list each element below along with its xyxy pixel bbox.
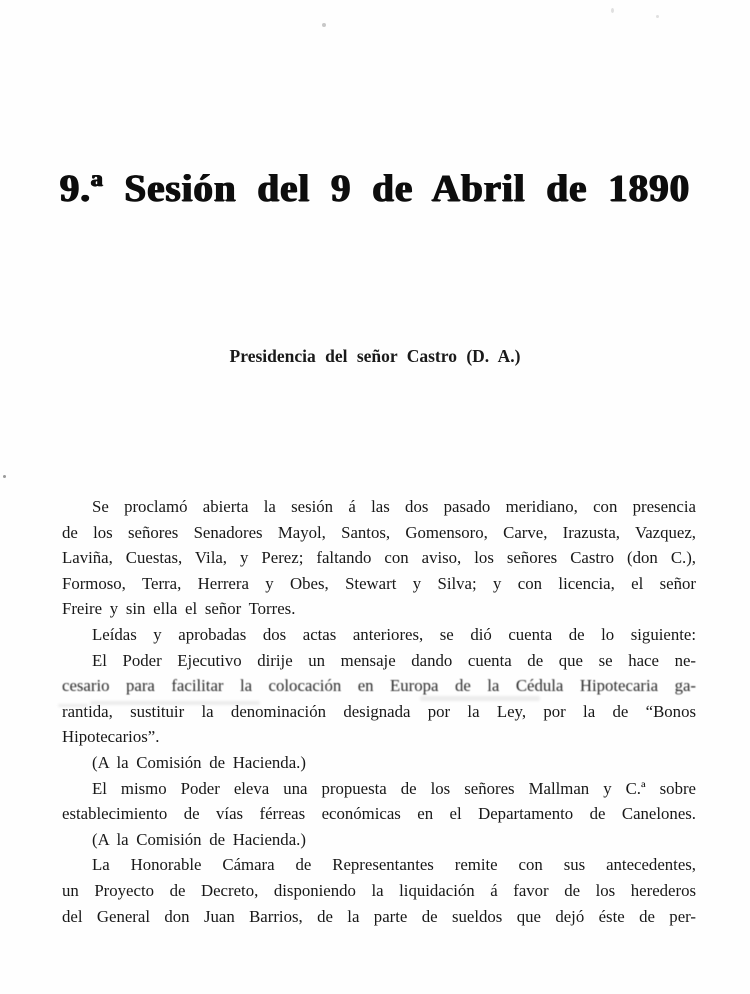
text-line: de los señores Senadores Mayol, Santos, Gomensoro, Carve, Irazusta, Vazquez, [62, 522, 696, 542]
text-line: Laviña, Cuestas, Vila, y Perez; faltando con aviso, los señores Castro (don C.), [62, 548, 696, 568]
text-line: establecimiento de vías férreas económicas en el Departamento de Canelones. [62, 804, 696, 824]
page-subtitle: Presidencia del señor Castro (D. A.) [229, 346, 521, 366]
text-line: El Poder Ejecutivo dirije un mensaje dando cuenta de que se hace ne- [92, 650, 696, 670]
scan-smear [420, 696, 540, 701]
page-title: 9.ª Sesión del 9 de Abril de 1890 [59, 167, 691, 210]
text-line: Hipotecarios”. [62, 727, 160, 747]
text-line: (A la Comisión de Hacienda.) [92, 752, 306, 772]
scan-speck [3, 475, 6, 478]
scan-smear [58, 704, 88, 707]
text-line: Leídas y aprobadas dos actas anteriores, se dió cuenta de lo siguiente: [92, 624, 696, 644]
scan-speck [322, 23, 326, 27]
text-line: cesario para facilitar la colocación en Europa de la Cédula Hipotecaria ga- [62, 676, 696, 696]
scan-speck [611, 8, 614, 13]
text-line: Se proclamó abierta la sesión á las dos pasado meridiano, con presencia [92, 497, 696, 516]
text-line: del General don Juan Barrios, de la parte de sueldos que dejó éste de per- [62, 906, 696, 926]
text-line: Freire y sin ella el señor Torres. [62, 599, 296, 619]
scan-smear [90, 701, 260, 705]
scan-speck [656, 15, 659, 18]
text-line: Formoso, Terra, Herrera y Obes, Stewart y Silva; y con licencia, el señor [62, 573, 696, 593]
text-line: (A la Comisión de Hacienda.) [92, 829, 306, 849]
text-line: El mismo Poder eleva una propuesta de los señores Mallman y C.ª sobre [92, 778, 696, 798]
text-line: rantida, sustituir la denominación designada por la Ley, por la de “Bonos [62, 701, 696, 721]
body-text [62, 494, 696, 929]
text-line: La Honorable Cámara de Representantes remite con sus antecedentes, [92, 855, 696, 875]
text-line: un Proyecto de Decreto, disponiendo la liquidación á favor de los herederos [62, 880, 696, 900]
